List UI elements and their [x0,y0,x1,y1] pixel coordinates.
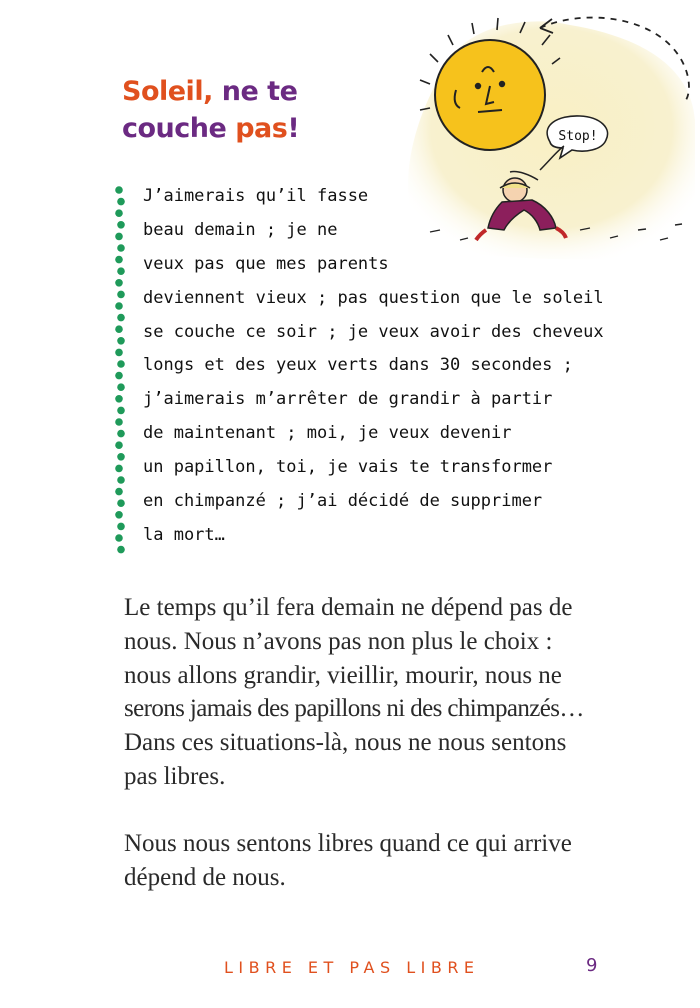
handwritten-line: j’aimerais m’arrêter de grandir à partir [143,389,553,410]
handwritten-passage [143,180,613,553]
border-dot [115,418,123,426]
border-dot [117,244,125,252]
border-dot [117,453,125,461]
border-dot [117,314,125,322]
border-dot [117,383,125,391]
paragraph-line: Le temps qu’il fera demain ne dépend pas de [124,594,573,621]
handwritten-line: longs et des yeux verts dans 30 secondes ; [143,355,573,376]
paragraph-line: nous allons grandir, vieillir, mourir, nous ne [124,661,562,689]
border-dot [115,395,123,403]
handwritten-line: deviennent vieux ; pas question que le soleil [143,287,604,308]
border-dot [115,511,123,519]
handwritten-line: la mort… [143,524,225,545]
border-dot [117,360,125,368]
handwritten-line: J’aimerais qu’il fasse [143,186,369,206]
handwritten-line: de maintenant ; moi, je veux devenir [143,423,512,444]
border-dot [115,465,123,473]
border-dot [115,488,123,496]
border-dot [115,256,123,264]
page-number: 9 [586,955,598,976]
border-dot [115,279,123,287]
paragraph-line: pas libres. [124,762,226,790]
svg-text:Stop!: Stop! [558,129,598,144]
handwritten-line: veux pas que mes parents [143,253,389,274]
border-dot [115,325,123,333]
border-dot [117,476,125,484]
title-line-2: couche pas! [122,113,300,144]
border-dot [115,441,123,449]
paragraph-line: nous. Nous n’avons pas non plus le choix : [124,627,553,655]
handwritten-line: en chimpanzé ; j’ai décidé de supprimer [143,491,543,512]
border-dot [117,523,125,531]
border-dot [117,221,125,229]
border-dot [115,186,123,194]
paragraph-line: Dans ces situations-là, nous ne nous sentons [124,729,567,757]
border-dot [117,407,125,415]
border-dot [115,349,123,357]
border-dot [115,302,123,310]
title-line-1: Soleil, ne te [122,76,298,107]
border-dot [117,198,125,206]
dotted-border [113,184,127,556]
paragraph-line: dépend de nous. [124,863,286,891]
border-dot [117,337,125,345]
border-dot [115,534,123,542]
handwritten-line: beau demain ; je ne [143,219,338,240]
handwritten-line: se couche ce soir ; je veux avoir des cheveux [143,321,604,342]
border-dot [115,209,123,217]
body-paragraph-2 [124,827,644,895]
paragraph-line: Nous nous sentons libres quand ce qui arrive [124,830,572,857]
border-dot [117,267,125,275]
border-dot [117,499,125,507]
running-title: LIBRE ET PAS LIBRE [224,958,480,977]
body-paragraph-1 [124,591,644,794]
border-dot [117,430,125,438]
paragraph-line: serons jamais des papillons ni des chimpanzés… [124,695,584,723]
border-dot [117,546,125,554]
handwritten-line: un papillon, toi, je vais te transformer [143,457,553,478]
border-dot [115,233,123,241]
border-dot [115,372,123,380]
border-dot [117,291,125,299]
